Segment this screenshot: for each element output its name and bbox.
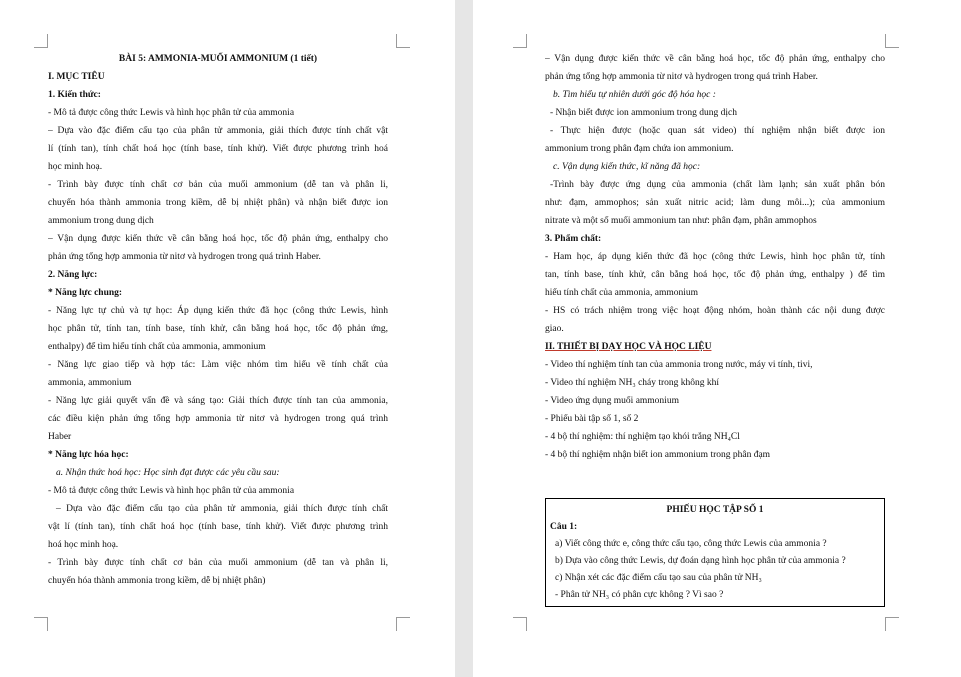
text-line: ammonium trong phân đạm chứa ion ammonium.: [545, 144, 734, 154]
text-line: - 4 bộ thí nghiệm nhận biết ion ammonium trong phân đạm: [545, 450, 771, 460]
document-page-left: [0, 0, 455, 677]
lesson-plan-text-right: [545, 50, 885, 607]
text-line: b. Tìm hiểu tự nhiên dưới góc độ hóa học :: [553, 90, 716, 100]
text-line: 2. Năng lực:: [48, 270, 98, 280]
margin-mark-top-left: [34, 34, 48, 48]
text-line: phản ứng tổng hợp ammonia từ nitơ và hydrogen trong quá trình Haber.: [48, 252, 321, 262]
text-line: chuyển hóa thành ammonia trong kiềm, dễ bị nhiệt phân) và nhận biết được ion: [48, 198, 388, 208]
text-line: 3. Phẩm chất:: [545, 234, 602, 244]
worksheet-question: Câu 1:: [550, 522, 578, 532]
text-line: enthalpy) để tìm hiểu tính chất của ammonia, ammonium: [48, 342, 266, 352]
worksheet-box: [545, 498, 885, 607]
text-line: – Vận dụng được kiến thức về cân bằng hoá học, tốc độ phản ứng, enthalpy cho: [48, 234, 388, 244]
text-line: * Năng lực chung:: [48, 288, 123, 298]
text-line: – Vận dụng được kiến thức về cân bằng hoá học, tốc độ phản ứng, enthalpy cho: [545, 54, 885, 64]
text-line: - Mô tả được công thức Lewis và hình học phân tử của ammonia: [48, 108, 295, 118]
text-line: ammonia, ammonium: [48, 378, 132, 388]
worksheet-item: - Phân tử NH₃ có phân cực không ? Vì sao ?: [555, 590, 724, 600]
text-line: - Trình bày được tính chất cơ bản của muối ammonium (dễ tan và phân li,: [48, 180, 388, 190]
lesson-plan-text-left: [48, 50, 388, 590]
text-line: - Nhận biết được ion ammonium trong dung dịch: [550, 108, 737, 118]
margin-mark-bottom-left: [513, 617, 527, 631]
text-line: học minh hoạ.: [48, 162, 103, 172]
text-line: - Thực hiện được (hoặc quan sát video) thí nghiệm nhận biết được ion: [550, 126, 885, 136]
text-line: - Năng lực tự chủ và tự học: Áp dụng kiến thức đã học (công thức Lewis, hình: [48, 306, 388, 316]
text-line: - Video ứng dụng muối ammonium: [545, 396, 679, 406]
worksheet-item: b) Dựa vào công thức Lewis, dự đoán dạng hình học phân tử của ammonia ?: [555, 556, 846, 566]
text-line: – Dựa vào đặc điểm cấu tạo của phân tử ammonia, giải thích được tính chất vật: [48, 126, 388, 136]
text-line: I. MỤC TIÊU: [48, 72, 105, 82]
worksheet-title: PHIẾU HỌC TẬP SỐ 1: [666, 505, 764, 515]
text-line: ammonium trong dung dịch: [48, 216, 154, 226]
text-line: - Phiếu bài tập số 1, số 2: [545, 414, 639, 424]
text-line: - Năng lực giao tiếp và hợp tác: Làm việc nhóm tìm hiểu về tính chất của: [48, 360, 388, 370]
text-line: như: đạm, ammophos; sản xuất nitric acid; làm dung môi...); của ammonium: [545, 198, 885, 208]
text-line: phản ứng tổng hợp ammonia từ nitơ và hydrogen trong quá trình Haber.: [545, 72, 818, 82]
text-line: giao.: [545, 324, 564, 334]
margin-mark-bottom-left: [34, 617, 48, 631]
text-line: - Video thí nghiệm NH₃ cháy trong không khí: [545, 378, 720, 388]
text-line: - Video thí nghiệm tính tan của ammonia trong nước, máy vi tính, tivi,: [545, 360, 813, 370]
text-line: - HS có trách nhiệm trong việc hoạt động nhóm, hoàn thành các nội dung được: [545, 306, 885, 316]
text-line: -Trình bày được ứng dụng của ammonia (chất làm lạnh; sản xuất phân bón: [550, 180, 885, 190]
margin-mark-bottom-right: [396, 617, 410, 631]
text-line: a. Nhận thức hoá học: Học sinh đạt được các yêu cầu sau:: [56, 468, 280, 478]
text-line: II. THIẾT BỊ DẠY HỌC VÀ HỌC LIỆU: [545, 342, 712, 352]
text-line: 1. Kiến thức:: [48, 90, 101, 100]
text-line: - Năng lực giải quyết vấn đề và sáng tạo: Giải thích được tính tan của ammonia,: [48, 396, 388, 406]
document-page-right: [473, 0, 961, 677]
text-line: BÀI 5: AMMONIA-MUỐI AMMONIUM (1 tiết): [118, 54, 318, 64]
worksheet-item: a) Viết công thức e, công thức cấu tạo, công thức Lewis của ammonia ?: [555, 539, 827, 549]
text-line: vật lí (tính tan), tính chất hoá học (tính base, tính khử). Viết được phương trình: [48, 522, 388, 532]
text-line: hoá học minh hoạ.: [48, 540, 119, 550]
text-line: lí (tính tan), tính chất hoá học (tính base, tính khử). Viết được phương trình hoá: [48, 144, 388, 154]
text-line: tan, tính base, tính khử, cân bằng hoá học, tốc độ phản ứng, enthalpy ) để tìm: [545, 270, 885, 280]
text-line: học phân tử, tính tan, tính base, tính khử, cân bằng hoá học, tốc độ phản ứng,: [48, 324, 388, 334]
text-line: c. Vận dụng kiến thức, kĩ năng đã học:: [553, 162, 701, 172]
text-line: - Mô tả được công thức Lewis và hình học phân tử của ammonia: [48, 486, 295, 496]
text-line: nitrate và một số muối ammonium tan như: phân đạm, phân ammophos: [545, 216, 817, 226]
text-line: - Trình bày được tính chất cơ bản của muối ammonium (dễ tan và phân li,: [48, 558, 388, 568]
text-line: – Dựa vào đặc điểm cấu tạo của phân tử ammonia, giải thích được tính chất: [56, 504, 388, 514]
text-line: - Ham học, áp dụng kiến thức đã học (công thức Lewis, hình học phân tử, tính: [545, 252, 885, 262]
text-line: hiểu tính chất của ammonia, ammonium: [545, 288, 699, 298]
margin-mark-top-right: [885, 34, 899, 48]
text-line: Haber: [48, 432, 72, 442]
margin-mark-bottom-right: [885, 617, 899, 631]
text-line: - 4 bộ thí nghiệm: thí nghiệm tạo khói trắng NH₄Cl: [545, 432, 740, 442]
text-line: * Năng lực hóa học:: [48, 450, 129, 460]
margin-mark-top-left: [513, 34, 527, 48]
worksheet-item: c) Nhận xét các đặc điểm cấu tạo sau của phân tử NH₃: [555, 573, 762, 583]
text-line: chuyển hóa thành ammonia trong kiềm, dễ bị nhiệt phân): [48, 576, 266, 586]
margin-mark-top-right: [396, 34, 410, 48]
text-line: các điều kiện phản ứng tổng hợp ammonia từ nitơ và hydrogen trong quá trình: [48, 414, 388, 424]
